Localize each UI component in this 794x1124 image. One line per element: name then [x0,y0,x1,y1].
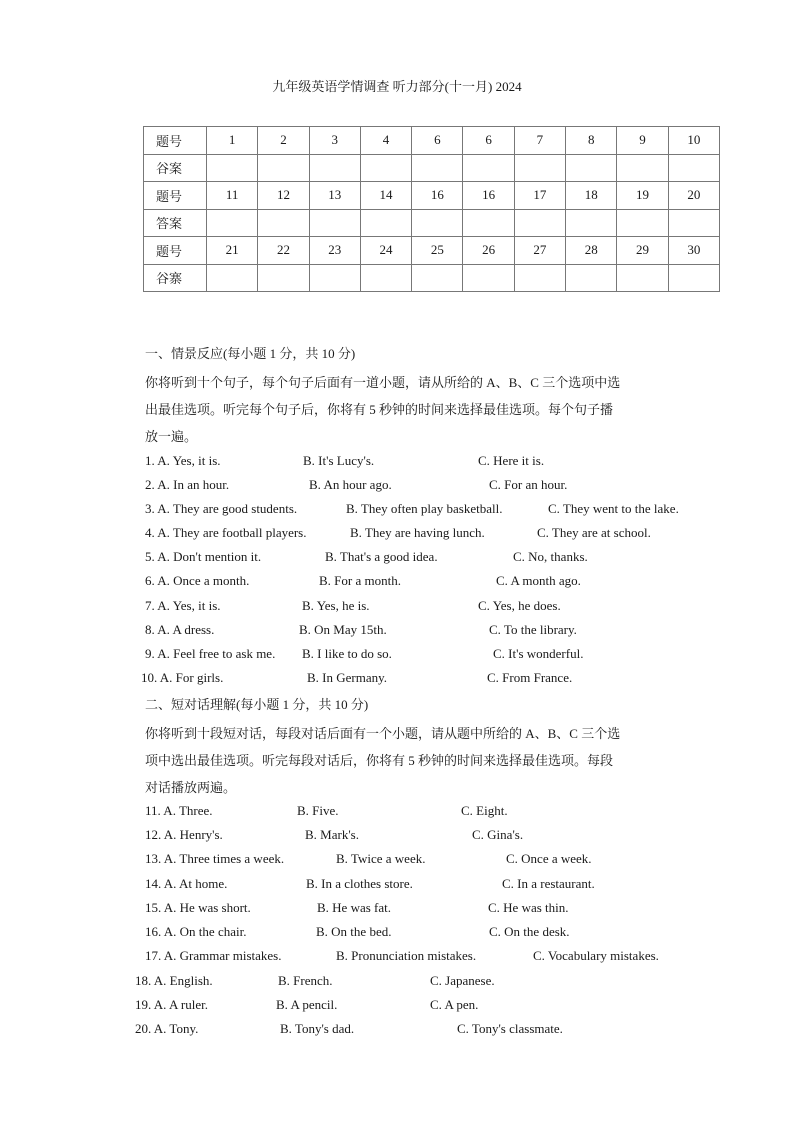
option-b: B. That's a good idea. [325,549,438,564]
option-c: C. A month ago. [496,573,581,588]
answer-table-row [144,264,720,292]
answer-table-row [144,237,720,265]
answer-table-cell: 7 [514,127,565,155]
answer-table-cell [514,154,565,182]
answer-table-cell [514,209,565,237]
option-c: C. No, thanks. [513,549,588,564]
section2-instruction-line: 你将听到十段短对话，每段对话后面有一个小题，请从题中所给的 A、B、C 三个选 [145,726,621,741]
answer-table-row-label: 答案 [144,209,207,237]
option-a: 13. A. Three times a week. [145,851,285,866]
page-title: 九年级英语学情调查 听力部分(十一月) 2024 [272,79,522,94]
answer-table-row-label: 题号 [144,237,207,265]
answer-table-cell [258,209,309,237]
answer-table-cell: 16 [463,182,514,210]
option-a: 4. A. They are football players. [145,525,307,540]
option-c: C. For an hour. [489,477,568,492]
option-b: B. Five. [297,803,339,818]
option-a: 7. A. Yes, it is. [145,598,221,613]
answer-table-row [144,209,720,237]
option-a: 3. A. They are good students. [145,501,298,516]
answer-table-cell [207,264,258,292]
answer-table-cell [412,209,463,237]
answer-table-row-label: 题号 [144,127,207,155]
answer-table-cell [360,154,411,182]
answer-table-cell: 23 [309,237,360,265]
option-c: C. Japanese. [430,973,495,988]
option-c: C. Here it is. [478,453,545,468]
answer-table-cell [463,264,514,292]
answer-table-cell: 13 [309,182,360,210]
answer-table-cell [360,264,411,292]
option-c: C. It's wonderful. [493,646,584,661]
option-a: 14. A. At home. [145,876,228,891]
option-b: B. A pencil. [276,997,338,1012]
answer-table-cell: 24 [360,237,411,265]
option-b: B. French. [278,973,333,988]
option-b: B. Mark's. [305,827,359,842]
answer-table-cell: 10 [668,127,719,155]
answer-table-cell: 1 [207,127,258,155]
answer-table-cell: 18 [566,182,617,210]
answer-table [143,126,720,292]
option-b: B. Pronunciation mistakes. [336,948,477,963]
option-b: B. For a month. [319,573,401,588]
option-a: 6. A. Once a month. [145,573,250,588]
option-a: 20. A. Tony. [135,1021,199,1036]
answer-table-cell [412,264,463,292]
option-c: C. In a restaurant. [502,876,595,891]
answer-table-cell [207,154,258,182]
option-a: 16. A. On the chair. [145,924,247,939]
answer-table-cell: 22 [258,237,309,265]
answer-table-cell [207,209,258,237]
section1-instruction-line: 放一遍。 [145,429,198,444]
answer-table-cell: 16 [412,182,463,210]
answer-table-cell [309,264,360,292]
answer-table-cell [412,154,463,182]
option-a: 10. A. For girls. [141,670,224,685]
answer-table-cell [360,209,411,237]
section1-instruction-line: 你将听到十个句子，每个句子后面有一道小题，请从所给的 A、B、C 三个选项中选 [145,375,621,390]
answer-table-cell: 19 [617,182,668,210]
answer-table-cell [514,264,565,292]
answer-table-cell [668,209,719,237]
answer-table-cell: 11 [207,182,258,210]
section2-instruction-line: 项中选出最佳选项。听完每段对话后，你将有 5 秒钟的时间来选择最佳选项。每段 [145,753,614,768]
option-a: 2. A. In an hour. [145,477,230,492]
option-b: B. In a clothes store. [306,876,413,891]
answer-table-cell: 6 [412,127,463,155]
option-c: C. Vocabulary mistakes. [533,948,659,963]
option-a: 5. A. Don't mention it. [145,549,262,564]
option-a: 9. A. Feel free to ask me. [145,646,276,661]
answer-table-cell [566,264,617,292]
option-b: B. In Germany. [307,670,388,685]
option-b: B. An hour ago. [309,477,392,492]
option-c: C. He was thin. [488,900,569,915]
answer-table-cell: 14 [360,182,411,210]
answer-table-cell [258,154,309,182]
option-c: C. Tony's classmate. [457,1021,563,1036]
answer-table-cell: 26 [463,237,514,265]
answer-table-cell [463,209,514,237]
option-a: 11. A. Three. [145,803,213,818]
option-b: B. I like to do so. [302,646,392,661]
answer-table-cell [566,209,617,237]
answer-table-cell [258,264,309,292]
option-b: B. He was fat. [317,900,392,915]
answer-table-cell: 3 [309,127,360,155]
answer-table-cell: 29 [617,237,668,265]
option-c: C. To the library. [489,622,577,637]
answer-table-cell: 30 [668,237,719,265]
answer-table-cell [617,209,668,237]
answer-table-row-label: 题号 [144,182,207,210]
answer-table-row-label: 谷寨 [144,264,207,292]
option-b: B. Yes, he is. [302,598,370,613]
answer-table-cell [617,264,668,292]
answer-table-cell: 21 [207,237,258,265]
section2-instruction-line: 对话播放两遍。 [145,780,237,795]
section2-heading: 二、短对话理解(每小题 1 分，共 10 分) [145,697,369,712]
option-b: B. Tony's dad. [280,1021,355,1036]
option-b: B. It's Lucy's. [303,453,375,468]
option-b: B. On May 15th. [299,622,387,637]
answer-table-cell: 20 [668,182,719,210]
option-b: B. Twice a week. [336,851,426,866]
answer-table-cell [309,209,360,237]
answer-table-cell [463,154,514,182]
option-b: B. On the bed. [316,924,392,939]
answer-table-row-label: 谷案 [144,154,207,182]
section1-heading: 一、情景反应(每小题 1 分，共 10 分) [145,346,356,361]
option-a: 1. A. Yes, it is. [145,453,221,468]
option-c: C. Eight. [461,803,508,818]
answer-table-cell [668,154,719,182]
answer-table-cell: 27 [514,237,565,265]
option-c: C. On the desk. [489,924,570,939]
answer-table-cell: 8 [566,127,617,155]
answer-table-cell: 17 [514,182,565,210]
answer-table-cell [617,154,668,182]
option-a: 12. A. Henry's. [145,827,223,842]
answer-table-cell: 12 [258,182,309,210]
answer-table-cell: 9 [617,127,668,155]
option-c: C. From France. [487,670,573,685]
answer-table-cell [309,154,360,182]
option-c: C. Yes, he does. [478,598,561,613]
answer-table-cell [566,154,617,182]
option-a: 15. A. He was short. [145,900,251,915]
answer-table-cell: 2 [258,127,309,155]
section1-instruction-line: 出最佳选项。听完每个句子后，你将有 5 秒钟的时间来选择最佳选项。每个句子播 [145,402,614,417]
option-c: C. Once a week. [506,851,592,866]
option-b: B. They often play basketball. [346,501,503,516]
option-a: 19. A. A ruler. [135,997,208,1012]
answer-table-cell: 6 [463,127,514,155]
option-a: 18. A. English. [135,973,213,988]
answer-table-cell: 4 [360,127,411,155]
option-c: C. They went to the lake. [548,501,679,516]
answer-table-cell [668,264,719,292]
answer-table-cell: 28 [566,237,617,265]
answer-table-row [144,154,720,182]
answer-table-row [144,182,720,210]
option-c: C. A pen. [430,997,479,1012]
option-c: C. They are at school. [537,525,651,540]
option-c: C. Gina's. [472,827,524,842]
option-b: B. They are having lunch. [350,525,485,540]
option-a: 8. A. A dress. [145,622,215,637]
option-a: 17. A. Grammar mistakes. [145,948,282,963]
answer-table-row [144,127,720,155]
answer-table-cell: 25 [412,237,463,265]
